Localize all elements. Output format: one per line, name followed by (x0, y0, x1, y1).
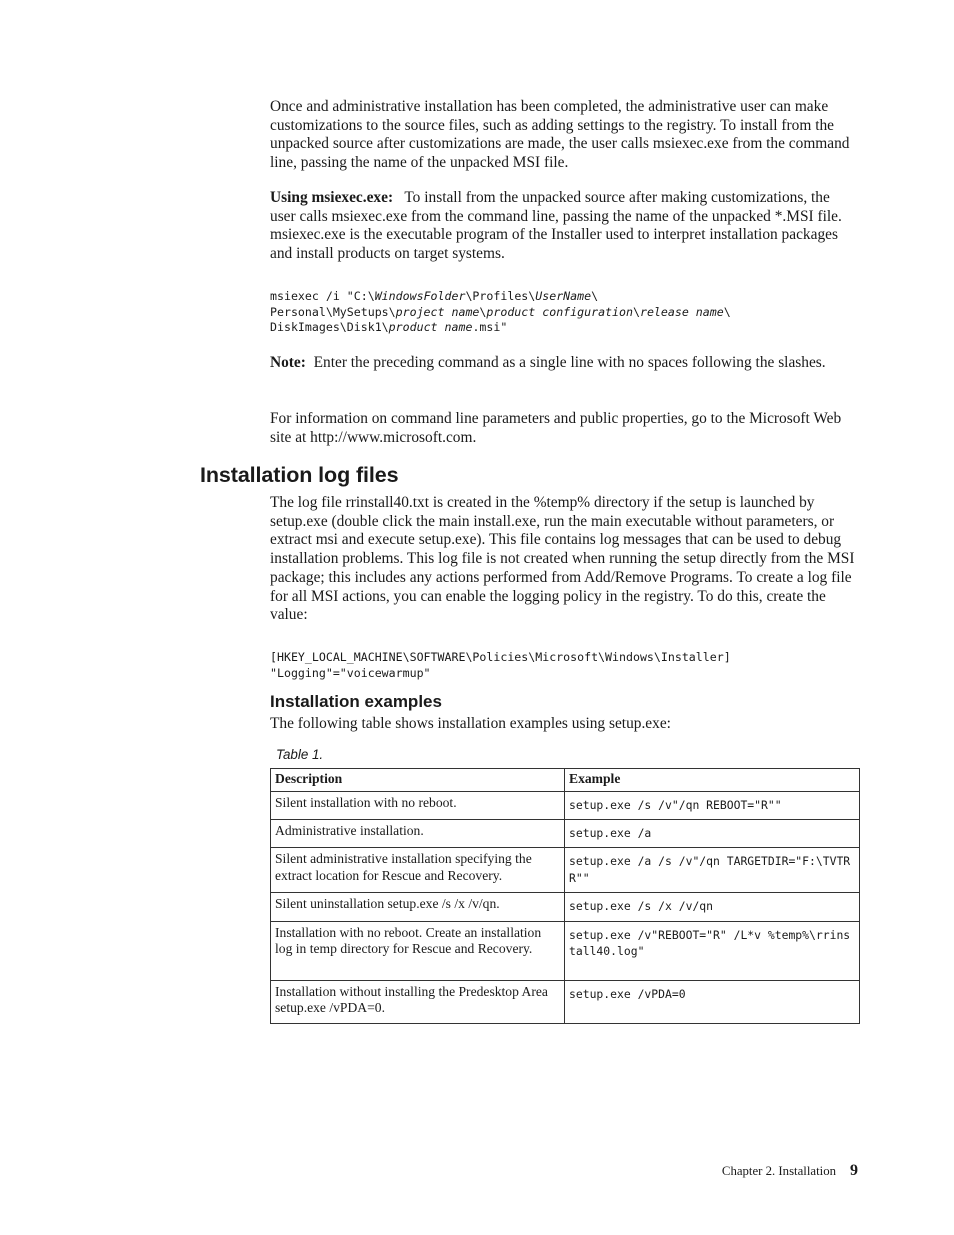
table-row (271, 893, 860, 921)
table-row (271, 921, 860, 980)
row-example: setup.exe /v"REBOOT="R" /L*v %temp%\rrinstall40.log" (565, 921, 860, 980)
intro-block (270, 98, 858, 173)
row-description: Silent installation with no reboot. (271, 791, 565, 819)
table-row (271, 791, 860, 819)
row-example: setup.exe /vPDA=0 (565, 980, 860, 1024)
info-block (270, 410, 858, 447)
row-description: Silent uninstallation setup.exe /s /x /v/qn. (271, 893, 565, 921)
msiexec-block (270, 189, 858, 264)
note-lead: Note: (270, 354, 306, 371)
row-example: setup.exe /s /v"/qn REBOOT="R"" (565, 791, 860, 819)
page-number: 9 (850, 1162, 858, 1179)
table-row (271, 819, 860, 847)
registry-code (270, 650, 858, 681)
registry-line-1: [HKEY_LOCAL_MACHINE\SOFTWARE\Policies\Microsoft\Windows\Installer] (270, 650, 731, 664)
row-description: Silent administrative installation specifying the extract location for Rescue and Recovery. (271, 848, 565, 893)
table-header-row (271, 769, 860, 792)
subsection-block (270, 692, 858, 712)
page-footer (722, 1162, 858, 1180)
msiexec-text: To install from the unpacked source after making customizations, the user calls msiexec.exe from the command line, passing the name of the unpacked *.MSI file. msiexec.exe is the executable program of the Installer used to interpret installation packages and install products on target systems. (270, 189, 842, 263)
table-row (271, 980, 860, 1024)
table-caption-block (276, 746, 864, 764)
table-row (271, 848, 860, 893)
registry-block (270, 650, 858, 681)
table-caption: Table 1. (276, 747, 324, 762)
row-example: setup.exe /s /x /v/qn (565, 893, 860, 921)
msiexec-command-code: msiexec /i "C:\WindowsFolder\Profiles\UserName\ Personal\MySetups\project name\product configuration\release name\ DiskImages\Disk1\product name.msi" (270, 289, 731, 335)
msiexec-paragraph (270, 189, 858, 264)
row-example: setup.exe /a (565, 819, 860, 847)
log-files-paragraph: The log file rrinstall40.txt is created in the %temp% directory if the setup is launched by setup.exe (double click the main install.exe, run the main executable without parameters, or extract msi and execute setup.exe). This file contains log messages that can be used to debug installation problems. This log file is not created when running the setup directly from the MSI package; this includes any actions performed from Add/Remove Programs. To create a log file for all MSI actions, you can enable the logging policy in the registry. To do this, create the value: (270, 494, 855, 624)
info-paragraph: For information on command line parameters and public properties, go to the Microsoft Web site at http://www.microsoft.com. (270, 410, 842, 446)
note-text: Enter the preceding command as a single line with no spaces following the slashes. (313, 354, 826, 371)
msiexec-command (270, 289, 858, 336)
intro-paragraph: Once and administrative installation has been completed, the administrative user can make customizations to the source files, such as adding settings to the registry. To install from the unpacked source after customizations are made, the user calls msiexec.exe from the command line, passing the name of the unpacked MSI file. (270, 98, 850, 172)
log-files-block (270, 494, 858, 625)
note-block (270, 354, 858, 373)
header-description: Description (271, 769, 565, 792)
row-description: Administrative installation. (271, 819, 565, 847)
note-paragraph (270, 354, 858, 373)
registry-line-2: "Logging"="voicewarmup" (270, 665, 431, 680)
row-description: Installation without installing the Predesktop Area setup.exe /vPDA=0. (271, 980, 565, 1024)
msiexec-lead: Using msiexec.exe: (270, 189, 394, 206)
footer-chapter: Chapter 2. Installation (721, 1164, 836, 1178)
section-title: Installation log files (200, 463, 399, 487)
header-example: Example (565, 769, 860, 792)
examples-table (270, 768, 860, 1024)
row-example: setup.exe /a /s /v"/qn TARGETDIR="F:\TVTRR"" (565, 848, 860, 893)
subsection-paragraph: The following table shows installation examples using setup.exe: (270, 715, 671, 732)
subsection-intro-block (270, 715, 858, 734)
subsection-title: Installation examples (270, 692, 442, 711)
row-description: Installation with no reboot. Create an installation log in temp directory for Rescue and Recovery. (271, 921, 565, 980)
